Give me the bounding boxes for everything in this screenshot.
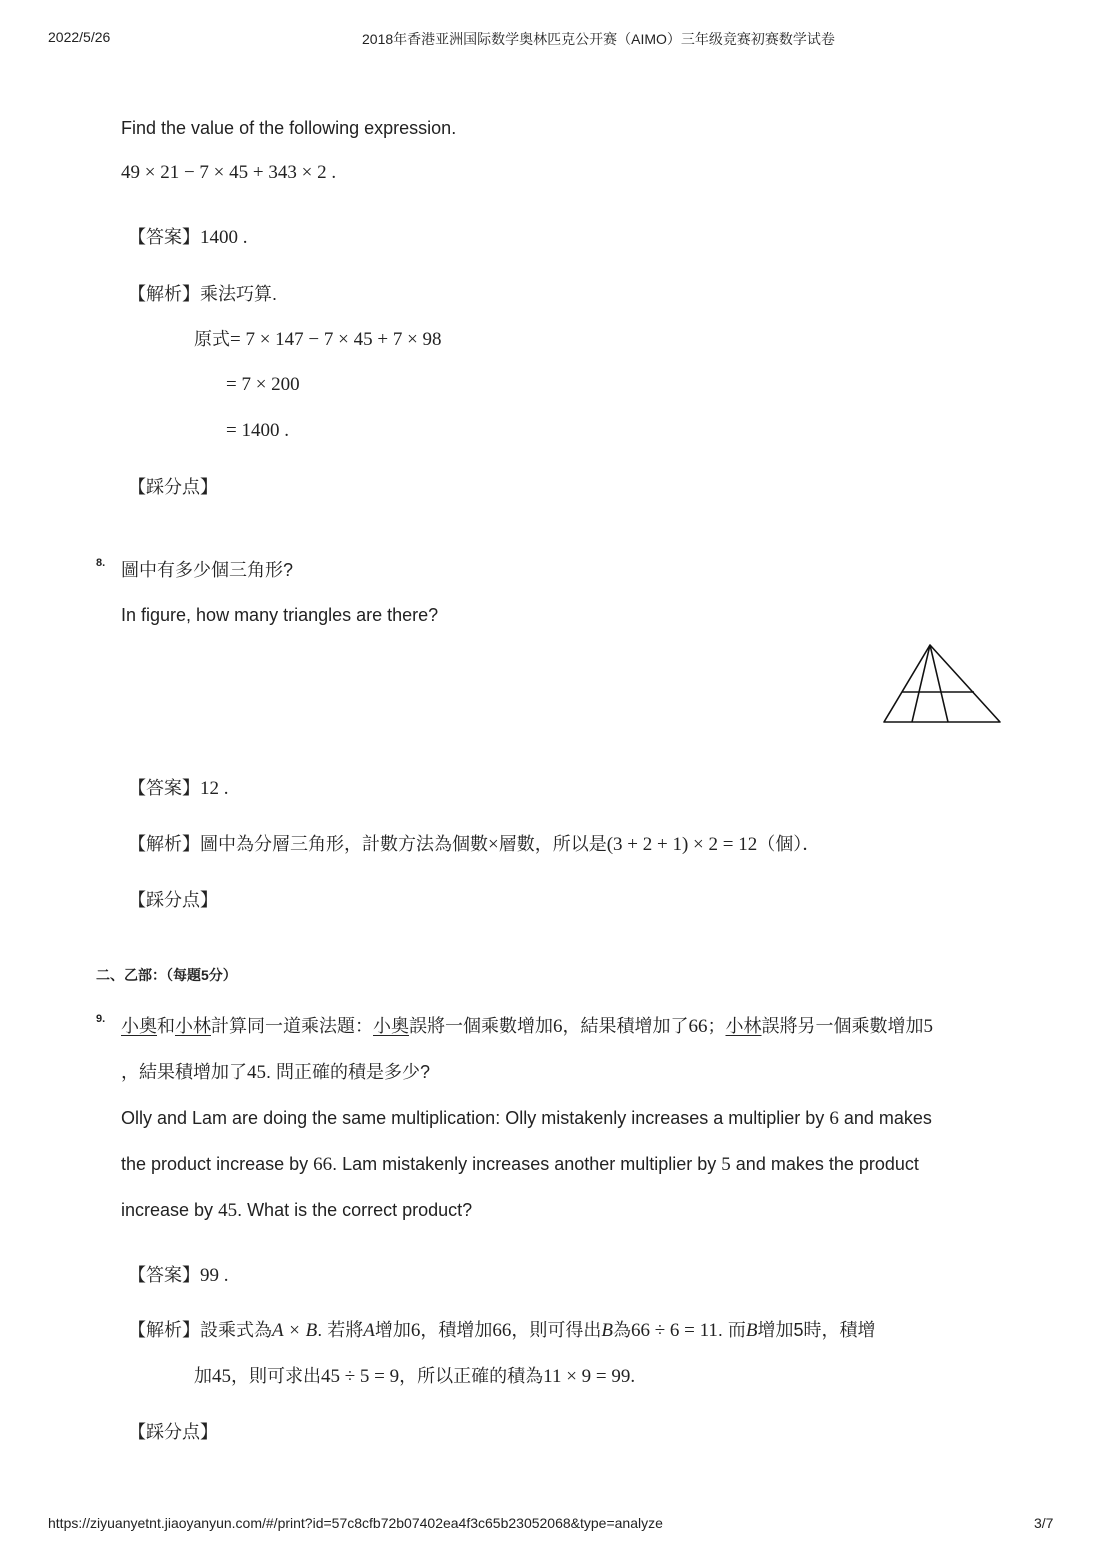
text: increase by: [121, 1200, 219, 1220]
math: B: [601, 1320, 613, 1341]
q8-prompt-en: In figure, how many triangles are there?: [121, 605, 439, 625]
text: the product increase by: [121, 1154, 314, 1174]
answer-label: 【答案】: [128, 778, 200, 798]
footer-url: https://ziyuanyetnt.jiaoyanyun.com/#/print?id=57c8cfb72b07402ea4f3c65b23052068&type=analyze: [48, 1515, 663, 1531]
math: B: [745, 1320, 758, 1341]
text: . 問正確的積是多少?: [266, 1062, 431, 1082]
text: 和: [157, 1016, 175, 1036]
q9-prompt-zh-line2: [121, 1061, 430, 1084]
name-olly: 小奧: [373, 1016, 409, 1036]
answer-value: 1400 .: [200, 227, 248, 248]
number: 5: [923, 1016, 933, 1037]
text: . Lam mistakenly increases another multiplier by: [332, 1154, 722, 1174]
text: 計算同一道乘法題：: [211, 1016, 373, 1036]
math: .: [630, 1366, 636, 1387]
q9-points: 【踩分点】: [128, 1422, 218, 1442]
q7-prompt-en: Find the value of the following expression.: [121, 118, 457, 138]
number: 66: [313, 1154, 333, 1175]
number: 45: [247, 1062, 266, 1083]
q9-prompt-en-line3: [121, 1199, 472, 1222]
name-olly: 小奧: [121, 1016, 157, 1036]
text: ；: [707, 1016, 726, 1036]
analysis-text: 乘法巧算.: [200, 284, 278, 304]
number: 6: [553, 1016, 563, 1037]
text: and makes: [838, 1108, 932, 1128]
analysis-text: 圖中為分層三角形，計數方法為個數: [200, 834, 488, 854]
q9-prompt-en-line2: [121, 1153, 919, 1176]
text: 設乘式為: [200, 1320, 272, 1340]
math: 6: [410, 1320, 421, 1341]
q7-step2: = 7 × 200: [226, 374, 300, 395]
number: 45: [218, 1200, 238, 1221]
text: 增加5時，積增: [757, 1320, 876, 1340]
number: 6: [829, 1108, 839, 1129]
text: . What is the correct product?: [237, 1200, 473, 1220]
q8-analysis: [128, 833, 820, 856]
answer-label: 【答案】: [128, 1265, 200, 1285]
times-sign: ×: [488, 834, 499, 855]
math: 45: [212, 1366, 231, 1387]
q7-expression: 49 × 21 − 7 × 45 + 343 × 2 .: [121, 162, 337, 183]
analysis-label: 【解析】: [128, 834, 200, 854]
q7-analysis: [128, 283, 277, 305]
name-lam: 小林: [175, 1016, 211, 1036]
math: A × B: [272, 1320, 318, 1341]
text: 加: [194, 1366, 212, 1386]
math: 66: [492, 1320, 512, 1341]
analysis-label: 【解析】: [128, 284, 200, 304]
answer-label: 【答案】: [128, 227, 200, 247]
q8-points: 【踩分点】: [128, 890, 218, 910]
inner-line-right: [930, 645, 948, 722]
math: 66 ÷ 6 = 11: [630, 1320, 718, 1341]
q9-prompt-zh-line1: [121, 1015, 933, 1038]
text: 增加: [374, 1320, 411, 1340]
q9-analysis-line1: [128, 1319, 876, 1342]
text: 為: [612, 1320, 631, 1340]
text: ，則可得出: [511, 1320, 602, 1340]
document-title: 2018年香港亚洲国际数学奥林匹克公开赛（AIMO）三年级竞赛初赛数学试卷: [362, 31, 835, 47]
text: ，結果積增加了: [121, 1062, 247, 1082]
q7-step3: = 1400 .: [226, 420, 289, 441]
text: ，則可求出: [231, 1366, 321, 1386]
math: 45 ÷ 5 = 9: [321, 1366, 400, 1387]
page-number: 3/7: [1034, 1515, 1054, 1531]
q8-prompt-zh: 圖中有多少個三角形?: [121, 560, 294, 580]
answer-value: 99 .: [200, 1265, 229, 1286]
q7-answer: [128, 226, 248, 249]
print-date: 2022/5/26: [48, 29, 111, 45]
text: 誤將一個乘數增加: [409, 1016, 553, 1036]
step-label: 原式: [194, 329, 230, 349]
text: 誤將另一個乘數增加: [761, 1016, 924, 1036]
text: and makes the product: [730, 1154, 919, 1174]
answer-value: 12 .: [200, 778, 229, 799]
q9-analysis-line2: [194, 1365, 635, 1388]
number: 5: [721, 1154, 731, 1175]
section-title: 二、乙部：（每題5分）: [96, 967, 237, 983]
math: A: [363, 1320, 375, 1341]
q7-step1: [194, 328, 442, 351]
analysis-expression: (3 + 2 + 1) × 2 = 12: [606, 834, 758, 855]
analysis-text: （個）．: [757, 834, 821, 854]
text: . 若將: [317, 1320, 364, 1340]
analysis-label: 【解析】: [128, 1320, 200, 1340]
text: Olly and Lam are doing the same multiplication: Olly mistakenly increases a multiplier by: [121, 1108, 830, 1128]
text: . 而: [717, 1320, 746, 1340]
math: 11 × 9 = 99: [543, 1366, 631, 1387]
triangle-figure: [880, 642, 1004, 726]
q7-points: 【踩分点】: [128, 477, 218, 497]
q9-prompt-en-line1: [121, 1107, 932, 1130]
number: 66: [688, 1016, 708, 1037]
q9-answer: [128, 1264, 229, 1287]
outer-triangle: [884, 645, 1000, 722]
step-expression: = 7 × 147 − 7 × 45 + 7 × 98: [230, 329, 442, 350]
q8-number: 8.: [96, 557, 106, 569]
analysis-text: 層數，所以是: [498, 834, 607, 854]
text: ，結果積增加了: [562, 1016, 689, 1036]
name-lam: 小林: [725, 1016, 762, 1036]
q9-number: 9.: [96, 1013, 106, 1025]
text: ，所以正確的積為: [399, 1366, 544, 1386]
text: ，積增加: [420, 1320, 493, 1340]
q8-answer: [128, 777, 229, 800]
inner-line-left: [912, 645, 930, 722]
